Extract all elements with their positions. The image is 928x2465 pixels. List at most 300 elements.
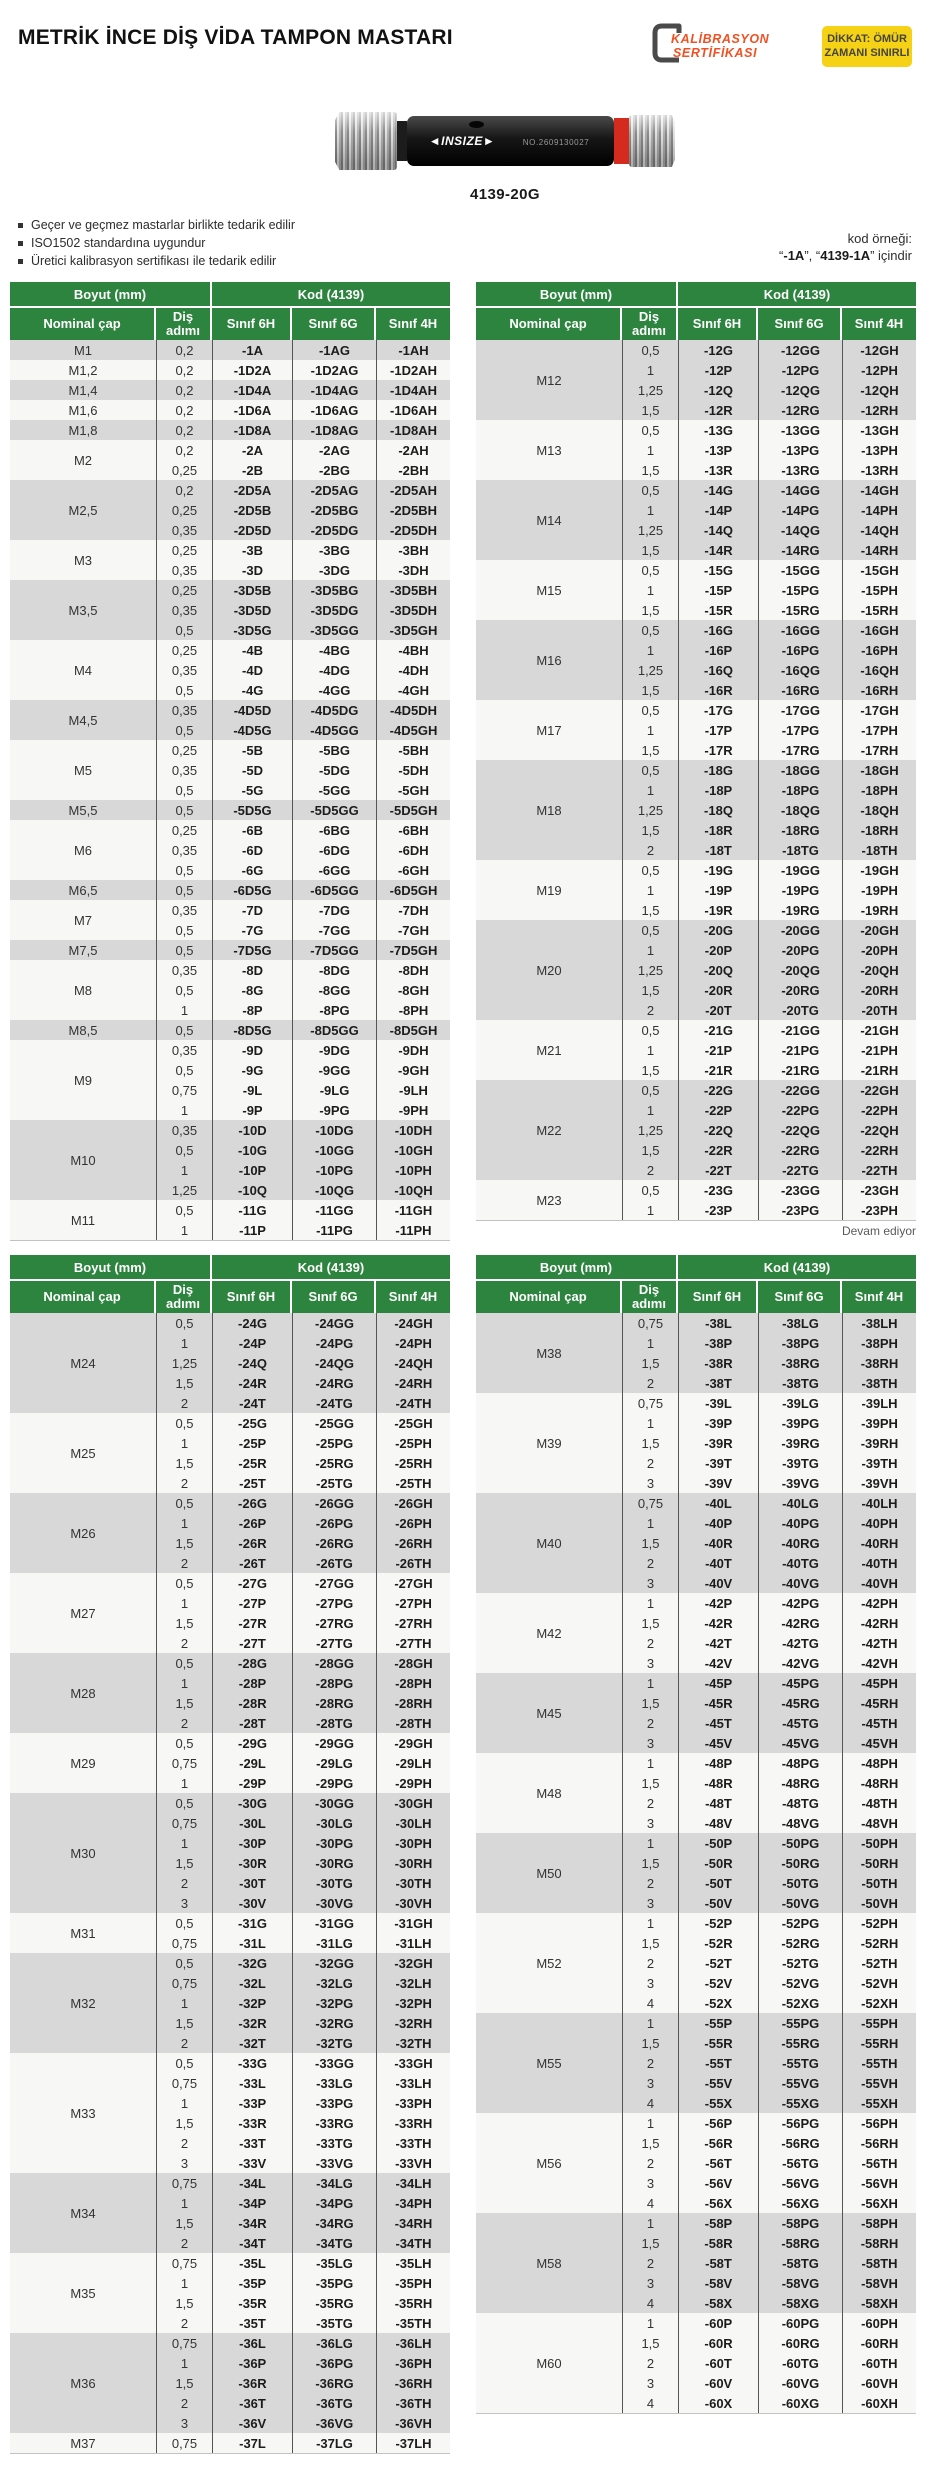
code-6g-cell: -7GG [292, 920, 376, 940]
code-4h-cell: -60VH [842, 2373, 916, 2393]
pitch-cell: 1,5 [622, 1140, 678, 1160]
table-row [476, 620, 916, 640]
pitch-cell: 1 [622, 580, 678, 600]
code-4h-cell: -3D5DH [376, 600, 450, 620]
size-code-table-m38-m60 [476, 1255, 916, 2414]
code-6g-cell: -56TG [758, 2153, 842, 2173]
code-4h-cell: -48TH [842, 1793, 916, 1813]
code-4h-cell: -30TH [376, 1873, 450, 1893]
code-6h-cell: -56X [678, 2193, 758, 2213]
pitch-cell: 0,5 [622, 700, 678, 720]
code-6g-cell: -23PG [758, 1200, 842, 1220]
bullet-square-icon [18, 223, 23, 228]
pitch-cell: 1,5 [156, 2113, 212, 2133]
code-6g-cell: -7D5GG [292, 940, 376, 960]
pitch-cell: 1,5 [156, 2373, 212, 2393]
code-4h-cell: -39PH [842, 1413, 916, 1433]
code-6h-cell: -52X [678, 1993, 758, 2013]
pitch-cell: 1 [156, 1673, 212, 1693]
calibration-badge-line2: SERTİFİKASI [673, 46, 758, 60]
table-row [10, 440, 450, 460]
pitch-cell: 1,25 [622, 1120, 678, 1140]
code-4h-cell: -6GH [376, 860, 450, 880]
pitch-cell: 2 [156, 2313, 212, 2333]
code-4h-cell: -14PH [842, 500, 916, 520]
pitch-cell: 2 [156, 1633, 212, 1653]
code-6g-cell: -18QG [758, 800, 842, 820]
code-6h-cell: -33R [212, 2113, 292, 2133]
code-4h-cell: -31LH [376, 1933, 450, 1953]
code-6g-cell: -35TG [292, 2313, 376, 2333]
table-row [476, 1593, 916, 1613]
code-4h-cell: -45RH [842, 1693, 916, 1713]
pitch-cell: 1 [156, 1593, 212, 1613]
code-4h-cell: -1D2AH [376, 360, 450, 380]
code-6h-cell: -24R [212, 1373, 292, 1393]
pitch-cell: 1,5 [156, 1693, 212, 1713]
pitch-cell: 3 [622, 2373, 678, 2393]
code-4h-cell: -1D4AH [376, 380, 450, 400]
code-6h-cell: -8G [212, 980, 292, 1000]
code-6h-cell: -36P [212, 2353, 292, 2373]
code-6g-cell: -13PG [758, 440, 842, 460]
code-6h-cell: -30G [212, 1793, 292, 1813]
code-6g-cell: -52PG [758, 1913, 842, 1933]
pitch-cell: 2 [156, 1873, 212, 1893]
code-6h-cell: -48R [678, 1773, 758, 1793]
code-6h-cell: -22P [678, 1100, 758, 1120]
code-6h-cell: -27R [212, 1613, 292, 1633]
code-6g-cell: -2BG [292, 460, 376, 480]
nominal-diameter-cell: M21 [476, 1020, 622, 1080]
feature-text: Geçer ve geçmez mastarlar birlikte tedarik edilir [31, 218, 295, 232]
pitch-cell: 2 [156, 1393, 212, 1413]
code-6g-cell: -9DG [292, 1040, 376, 1060]
code-6h-cell: -14P [678, 500, 758, 520]
code-6h-cell: -22G [678, 1080, 758, 1100]
code-4h-cell: -39LH [842, 1393, 916, 1413]
code-4h-cell: -34RH [376, 2213, 450, 2233]
code-6g-cell: -55PG [758, 2013, 842, 2033]
code-4h-cell: -32RH [376, 2013, 450, 2033]
pitch-cell: 1 [622, 1673, 678, 1693]
code-4h-cell: -4D5DH [376, 700, 450, 720]
table-row [10, 420, 450, 440]
code-4h-cell: -4GH [376, 680, 450, 700]
code-6g-cell: -5BG [292, 740, 376, 760]
code-6g-cell: -42RG [758, 1613, 842, 1633]
table-row [10, 880, 450, 900]
gauge-nogo-thread [629, 115, 675, 167]
code-6g-cell: -31LG [292, 1933, 376, 1953]
code-6g-cell: -1AG [292, 340, 376, 360]
code-6h-cell: -34R [212, 2213, 292, 2233]
code-4h-cell: -48RH [842, 1773, 916, 1793]
pitch-cell: 1,5 [622, 1853, 678, 1873]
code-4h-cell: -22QH [842, 1120, 916, 1140]
nominal-diameter-cell: M11 [10, 1200, 156, 1240]
code-6h-cell: -20G [678, 920, 758, 940]
code-6g-cell: -20RG [758, 980, 842, 1000]
code-6h-cell: -11G [212, 1200, 292, 1220]
size-code-table [476, 282, 916, 1221]
code-4h-cell: -35LH [376, 2253, 450, 2273]
code-6g-cell: -26PG [292, 1513, 376, 1533]
pitch-cell: 1,5 [156, 1373, 212, 1393]
table-row [10, 1313, 450, 1333]
pitch-cell: 0,75 [156, 1933, 212, 1953]
code-6g-cell: -40TG [758, 1553, 842, 1573]
code-4h-cell: -36LH [376, 2333, 450, 2353]
header-code-group: Kod (4139) [212, 282, 450, 308]
pitch-cell: 0,5 [622, 1180, 678, 1200]
code-4h-cell: -11GH [376, 1200, 450, 1220]
code-6h-cell: -45R [678, 1693, 758, 1713]
code-6h-cell: -27T [212, 1633, 292, 1653]
table-row [10, 380, 450, 400]
code-6g-cell: -40PG [758, 1513, 842, 1533]
pitch-cell: 0,5 [622, 1020, 678, 1040]
code-6g-cell: -28RG [292, 1693, 376, 1713]
code-6h-cell: -13R [678, 460, 758, 480]
pitch-cell: 0,5 [622, 1080, 678, 1100]
pitch-cell: 0,2 [156, 360, 212, 380]
code-6g-cell: -24RG [292, 1373, 376, 1393]
pitch-cell: 0,35 [156, 1120, 212, 1140]
code-6h-cell: -25R [212, 1453, 292, 1473]
code-4h-cell: -32LH [376, 1973, 450, 1993]
code-6h-cell: -48T [678, 1793, 758, 1813]
code-4h-cell: -22GH [842, 1080, 916, 1100]
code-4h-cell: -32GH [376, 1953, 450, 1973]
table-row [10, 640, 450, 660]
pitch-cell: 2 [622, 1000, 678, 1020]
pitch-cell: 1 [622, 880, 678, 900]
table-row [10, 1413, 450, 1433]
code-6h-cell: -2D5D [212, 520, 292, 540]
code-4h-cell: -24PH [376, 1333, 450, 1353]
table-row [10, 1120, 450, 1140]
gauge-neck [397, 121, 407, 161]
pitch-cell: 0,5 [156, 880, 212, 900]
code-6h-cell: -32R [212, 2013, 292, 2033]
pitch-cell: 0,35 [156, 960, 212, 980]
code-4h-cell: -37LH [376, 2433, 450, 2453]
code-6h-cell: -28P [212, 1673, 292, 1693]
code-4h-cell: -33PH [376, 2093, 450, 2113]
pitch-cell: 3 [156, 2413, 212, 2433]
code-6g-cell: -42TG [758, 1633, 842, 1653]
pitch-cell: 3 [622, 2273, 678, 2293]
code-4h-cell: -16QH [842, 660, 916, 680]
code-4h-cell: -4D5GH [376, 720, 450, 740]
code-6h-cell: -17G [678, 700, 758, 720]
code-6g-cell: -56XG [758, 2193, 842, 2213]
code-6g-cell: -52VG [758, 1973, 842, 1993]
code-6g-cell: -58XG [758, 2293, 842, 2313]
feature-text: Üretici kalibrasyon sertifikası ile tedarik edilir [31, 254, 277, 268]
code-4h-cell: -3BH [376, 540, 450, 560]
code-4h-cell: -31GH [376, 1913, 450, 1933]
code-6g-cell: -9PG [292, 1100, 376, 1120]
code-6g-cell: -26RG [292, 1533, 376, 1553]
header-class-6g: Sınıf 6G [292, 308, 376, 340]
code-6h-cell: -40L [678, 1493, 758, 1513]
warning-badge-line1: DİKKAT: ÖMÜR [827, 33, 907, 45]
code-6h-cell: -32L [212, 1973, 292, 1993]
code-6h-cell: -22T [678, 1160, 758, 1180]
code-6h-cell: -16G [678, 620, 758, 640]
pitch-cell: 2 [622, 1553, 678, 1573]
header-class-6h: Sınıf 6H [212, 308, 292, 340]
code-6g-cell: -42VG [758, 1653, 842, 1673]
code-6g-cell: -12QG [758, 380, 842, 400]
code-6h-cell: -26P [212, 1513, 292, 1533]
pitch-cell: 1,5 [622, 1060, 678, 1080]
code-6g-cell: -5GG [292, 780, 376, 800]
code-4h-cell: -34PH [376, 2193, 450, 2213]
code-6h-cell: -39L [678, 1393, 758, 1413]
size-code-table [476, 1255, 916, 2414]
code-4h-cell: -17RH [842, 740, 916, 760]
code-6h-cell: -50R [678, 1853, 758, 1873]
code-6h-cell: -29L [212, 1753, 292, 1773]
code-6g-cell: -45VG [758, 1733, 842, 1753]
code-4h-cell: -17PH [842, 720, 916, 740]
code-6g-cell: -36PG [292, 2353, 376, 2373]
pitch-cell: 1 [622, 500, 678, 520]
code-4h-cell: -8GH [376, 980, 450, 1000]
code-4h-cell: -27TH [376, 1633, 450, 1653]
pitch-cell: 0,35 [156, 1040, 212, 1060]
code-6g-cell: -21GG [758, 1020, 842, 1040]
code-6g-cell: -33GG [292, 2053, 376, 2073]
code-6h-cell: -33T [212, 2133, 292, 2153]
code-6g-cell: -45RG [758, 1693, 842, 1713]
nominal-diameter-cell: M17 [476, 700, 622, 760]
pitch-cell: 1,5 [622, 1433, 678, 1453]
code-6g-cell: -34PG [292, 2193, 376, 2213]
code-6h-cell: -36L [212, 2333, 292, 2353]
code-6h-cell: -34L [212, 2173, 292, 2193]
code-4h-cell: -16PH [842, 640, 916, 660]
nominal-diameter-cell: M1,2 [10, 360, 156, 380]
pitch-cell: 2 [156, 2233, 212, 2253]
calibration-certificate-badge [650, 20, 780, 70]
code-6g-cell: -17PG [758, 720, 842, 740]
pitch-cell: 0,5 [156, 1953, 212, 1973]
code-4h-cell: -18PH [842, 780, 916, 800]
header-code-group: Kod (4139) [212, 1255, 450, 1281]
pitch-cell: 0,5 [622, 620, 678, 640]
code-4h-cell: -34TH [376, 2233, 450, 2253]
pitch-cell: 1 [156, 1833, 212, 1853]
code-4h-cell: -40TH [842, 1553, 916, 1573]
code-4h-cell: -7GH [376, 920, 450, 940]
code-6g-cell: -2D5DG [292, 520, 376, 540]
code-4h-cell: -52VH [842, 1973, 916, 1993]
code-4h-cell: -26GH [376, 1493, 450, 1513]
code-4h-cell: -33GH [376, 2053, 450, 2073]
pitch-cell: 1 [156, 1513, 212, 1533]
pitch-cell: 1 [156, 1220, 212, 1240]
table-row [10, 580, 450, 600]
pitch-cell: 3 [156, 1893, 212, 1913]
pitch-cell: 0,5 [156, 1200, 212, 1220]
code-6g-cell: -12RG [758, 400, 842, 420]
code-6g-cell: -7DG [292, 900, 376, 920]
code-4h-cell: -23GH [842, 1180, 916, 1200]
table-row [10, 1653, 450, 1673]
code-4h-cell: -55XH [842, 2093, 916, 2113]
code-6g-cell: -8PG [292, 1000, 376, 1020]
code-6h-cell: -24Q [212, 1353, 292, 1373]
header-size-group: Boyut (mm) [476, 1255, 678, 1281]
code-4h-cell: -48PH [842, 1753, 916, 1773]
code-6g-cell: -32TG [292, 2033, 376, 2053]
code-6h-cell: -26R [212, 1533, 292, 1553]
code-4h-cell: -40PH [842, 1513, 916, 1533]
code-4h-cell: -18TH [842, 840, 916, 860]
code-6g-cell: -24TG [292, 1393, 376, 1413]
size-code-table-m12-m23 [476, 282, 916, 1221]
code-6g-cell: -34LG [292, 2173, 376, 2193]
pitch-cell: 2 [622, 1633, 678, 1653]
pitch-cell: 1 [156, 1433, 212, 1453]
code-4h-cell: -6D5GH [376, 880, 450, 900]
code-6g-cell: -40RG [758, 1533, 842, 1553]
code-4h-cell: -26RH [376, 1533, 450, 1553]
code-6h-cell: -9P [212, 1100, 292, 1120]
code-4h-cell: -14GH [842, 480, 916, 500]
pitch-cell: 0,75 [156, 2173, 212, 2193]
header-class-4h: Sınıf 4H [842, 1281, 916, 1313]
code-4h-cell: -58XH [842, 2293, 916, 2313]
code-4h-cell: -4DH [376, 660, 450, 680]
code-6h-cell: -13P [678, 440, 758, 460]
code-4h-cell: -29LH [376, 1753, 450, 1773]
pitch-cell: 1 [156, 2273, 212, 2293]
pitch-cell: 3 [622, 2173, 678, 2193]
code-6h-cell: -52V [678, 1973, 758, 1993]
code-4h-cell: -20PH [842, 940, 916, 960]
size-code-table-m24-m37 [10, 1255, 450, 2454]
code-4h-cell: -8DH [376, 960, 450, 980]
pitch-cell: 1,5 [622, 820, 678, 840]
pitch-cell: 1,5 [156, 2013, 212, 2033]
code-4h-cell: -3D5GH [376, 620, 450, 640]
code-6h-cell: -3B [212, 540, 292, 560]
pitch-cell: 3 [622, 1733, 678, 1753]
code-4h-cell: -27RH [376, 1613, 450, 1633]
code-6h-cell: -56R [678, 2133, 758, 2153]
code-4h-cell: -16GH [842, 620, 916, 640]
code-6h-cell: -60P [678, 2313, 758, 2333]
code-6h-cell: -33L [212, 2073, 292, 2093]
pitch-cell: 1,5 [622, 680, 678, 700]
nominal-diameter-cell: M3,5 [10, 580, 156, 640]
nominal-diameter-cell: M22 [476, 1080, 622, 1180]
code-6g-cell: -50RG [758, 1853, 842, 1873]
code-6h-cell: -4D [212, 660, 292, 680]
code-4h-cell: -5BH [376, 740, 450, 760]
table-row [476, 860, 916, 880]
pitch-cell: 0,5 [156, 1653, 212, 1673]
pitch-cell: 1,5 [622, 740, 678, 760]
header-size-group: Boyut (mm) [476, 282, 678, 308]
code-6g-cell: -9LG [292, 1080, 376, 1100]
code-6h-cell: -25P [212, 1433, 292, 1453]
code-4h-cell: -40LH [842, 1493, 916, 1513]
code-6g-cell: -39TG [758, 1453, 842, 1473]
header-nominal-diameter: Nominal çap [10, 308, 156, 340]
pitch-cell: 1,5 [622, 2133, 678, 2153]
code-4h-cell: -26PH [376, 1513, 450, 1533]
nominal-diameter-cell: M9 [10, 1040, 156, 1120]
nominal-diameter-cell: M26 [10, 1493, 156, 1573]
header-size-group: Boyut (mm) [10, 282, 212, 308]
code-6g-cell: -19PG [758, 880, 842, 900]
code-4h-cell: -56XH [842, 2193, 916, 2213]
header-thread-pitch: Diş adımı [622, 308, 678, 340]
code-6g-cell: -3D5BG [292, 580, 376, 600]
pitch-cell: 1,5 [622, 900, 678, 920]
pitch-cell: 1 [622, 440, 678, 460]
code-6h-cell: -29P [212, 1773, 292, 1793]
code-6g-cell: -42PG [758, 1593, 842, 1613]
pitch-cell: 1,25 [156, 1180, 212, 1200]
header-thread-pitch: Diş adımı [156, 308, 212, 340]
code-6h-cell: -10D [212, 1120, 292, 1140]
code-6g-cell: -56VG [758, 2173, 842, 2193]
code-4h-cell: -10GH [376, 1140, 450, 1160]
code-6g-cell: -19RG [758, 900, 842, 920]
code-4h-cell: -17GH [842, 700, 916, 720]
header-class-6h: Sınıf 6H [678, 308, 758, 340]
code-6h-cell: -52P [678, 1913, 758, 1933]
code-4h-cell: -56RH [842, 2133, 916, 2153]
code-4h-cell: -19GH [842, 860, 916, 880]
code-4h-cell: -18QH [842, 800, 916, 820]
header-thread-pitch: Diş adımı [622, 1281, 678, 1313]
code-6h-cell: -22Q [678, 1120, 758, 1140]
header-code-group: Kod (4139) [678, 282, 916, 308]
code-6g-cell: -24QG [292, 1353, 376, 1373]
code-4h-cell: -28GH [376, 1653, 450, 1673]
code-6h-cell: -50P [678, 1833, 758, 1853]
pitch-cell: 1,5 [622, 1533, 678, 1553]
code-6h-cell: -58P [678, 2213, 758, 2233]
code-6h-cell: -40R [678, 1533, 758, 1553]
code-6h-cell: -14G [678, 480, 758, 500]
code-4h-cell: -24RH [376, 1373, 450, 1393]
code-6h-cell: -20T [678, 1000, 758, 1020]
code-6g-cell: -16RG [758, 680, 842, 700]
code-6g-cell: -33LG [292, 2073, 376, 2093]
pitch-cell: 0,5 [622, 340, 678, 360]
code-6g-cell: -58VG [758, 2273, 842, 2293]
code-4h-cell: -33LH [376, 2073, 450, 2093]
table-row [476, 1833, 916, 1853]
pitch-cell: 1 [622, 2313, 678, 2333]
calibration-badge-line1: KALİBRASYON [671, 32, 770, 46]
table-row [10, 1200, 450, 1220]
table-row [476, 1393, 916, 1413]
pitch-cell: 0,5 [156, 800, 212, 820]
code-6h-cell: -50T [678, 1873, 758, 1893]
code-4h-cell: -30LH [376, 1813, 450, 1833]
pitch-cell: 1,5 [622, 460, 678, 480]
